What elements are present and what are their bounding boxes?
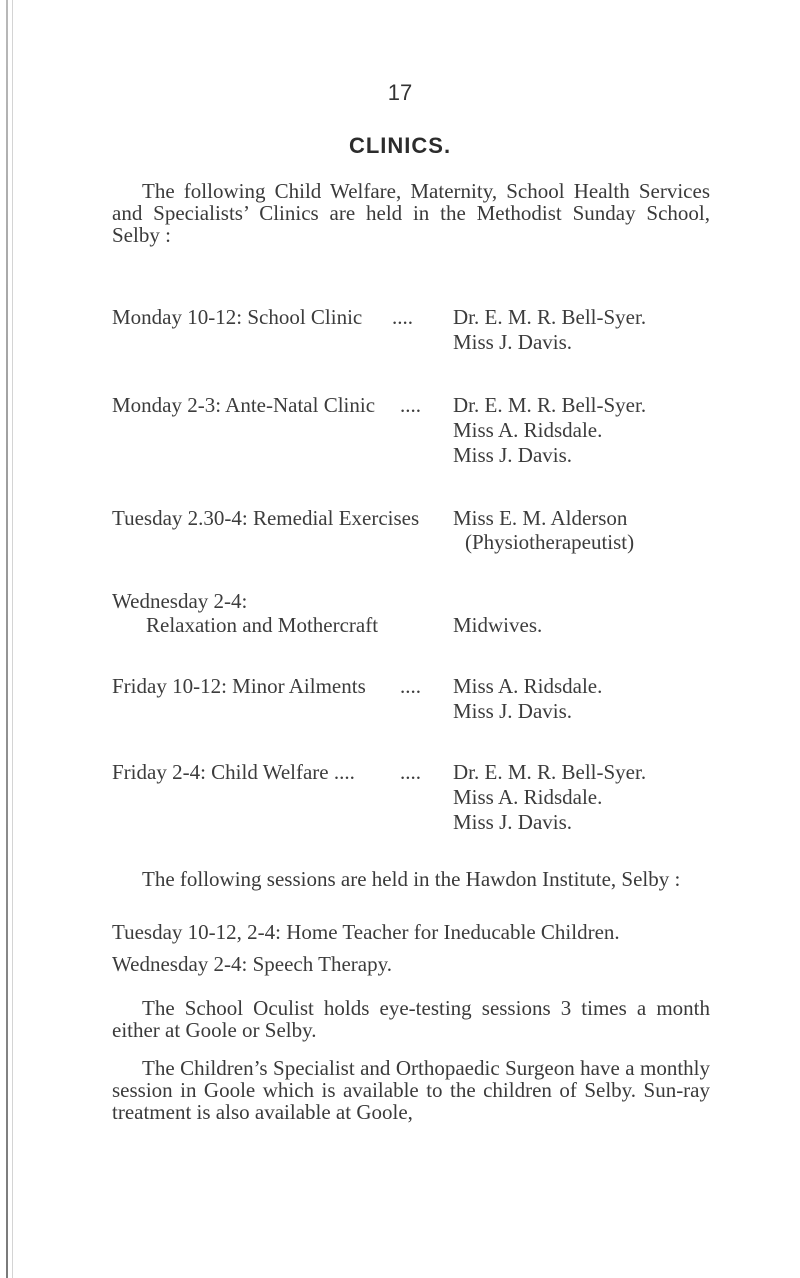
clinic-staff: Miss J. Davis. <box>453 443 573 467</box>
clinic-staff: Miss A. Ridsdale. <box>453 785 603 809</box>
page-title: CLINICS. <box>348 133 452 158</box>
clinic-staff: (Physiotherapeutist) <box>465 530 635 554</box>
hawdon-session: Wednesday 2-4: Speech Therapy. <box>112 952 392 976</box>
clinic-session: Monday 10-12: School Clinic <box>112 305 363 329</box>
hawdon-intro-paragraph: The following sessions are held in the Hawdon Institute, Selby : <box>142 867 681 891</box>
clinic-session: Wednesday 2-4: <box>112 589 248 613</box>
clinic-staff: Dr. E. M. R. Bell-Syer. <box>453 305 647 329</box>
intro-paragraph: The following Child Welfare, Maternity, School Health Services and Specialists’ Clinics are held in the Methodist Sunday School, Selby : <box>112 179 710 247</box>
clinic-staff: Miss A. Ridsdale. <box>453 674 603 698</box>
leader-dots: .... <box>400 393 421 417</box>
clinic-staff: Miss J. Davis. <box>453 699 573 723</box>
clinic-session-detail: Relaxation and Mothercraft <box>146 613 379 637</box>
clinic-staff: Dr. E. M. R. Bell-Syer. <box>453 760 647 784</box>
leader-dots: .... <box>400 760 421 784</box>
specialist-paragraph: The Children’s Specialist and Orthopaedic Surgeon have a monthly session in Goole which is available to the children of Selby. Sun-ray treatment is also available at Goole, <box>112 1056 710 1124</box>
clinic-staff: Miss J. Davis. <box>453 330 573 354</box>
leader-dots: .... <box>392 305 413 329</box>
clinic-session: Tuesday 2.30-4: Remedial Exercises <box>112 506 420 530</box>
clinic-session: Friday 2-4: Child Welfare .... <box>112 760 355 784</box>
clinic-staff: Miss E. M. Alderson <box>453 506 628 530</box>
clinic-session: Friday 10-12: Minor Ailments <box>112 674 366 698</box>
leader-dots: .... <box>400 674 421 698</box>
clinic-staff: Miss J. Davis. <box>453 810 573 834</box>
clinic-staff: Dr. E. M. R. Bell-Syer. <box>453 393 647 417</box>
hawdon-session: Tuesday 10-12, 2-4: Home Teacher for Ineducable Children. <box>112 920 620 944</box>
clinic-session: Monday 2-3: Ante-Natal Clinic <box>112 393 376 417</box>
oculist-paragraph: The School Oculist holds eye-testing sessions 3 times a month either at Goole or Selby. <box>112 996 710 1042</box>
page-number: 17 <box>387 80 413 105</box>
clinic-staff: Midwives. <box>453 613 543 637</box>
page-edge-line <box>12 0 13 1278</box>
clinic-staff: Miss A. Ridsdale. <box>453 418 603 442</box>
page-edge-shadow <box>6 0 8 1278</box>
